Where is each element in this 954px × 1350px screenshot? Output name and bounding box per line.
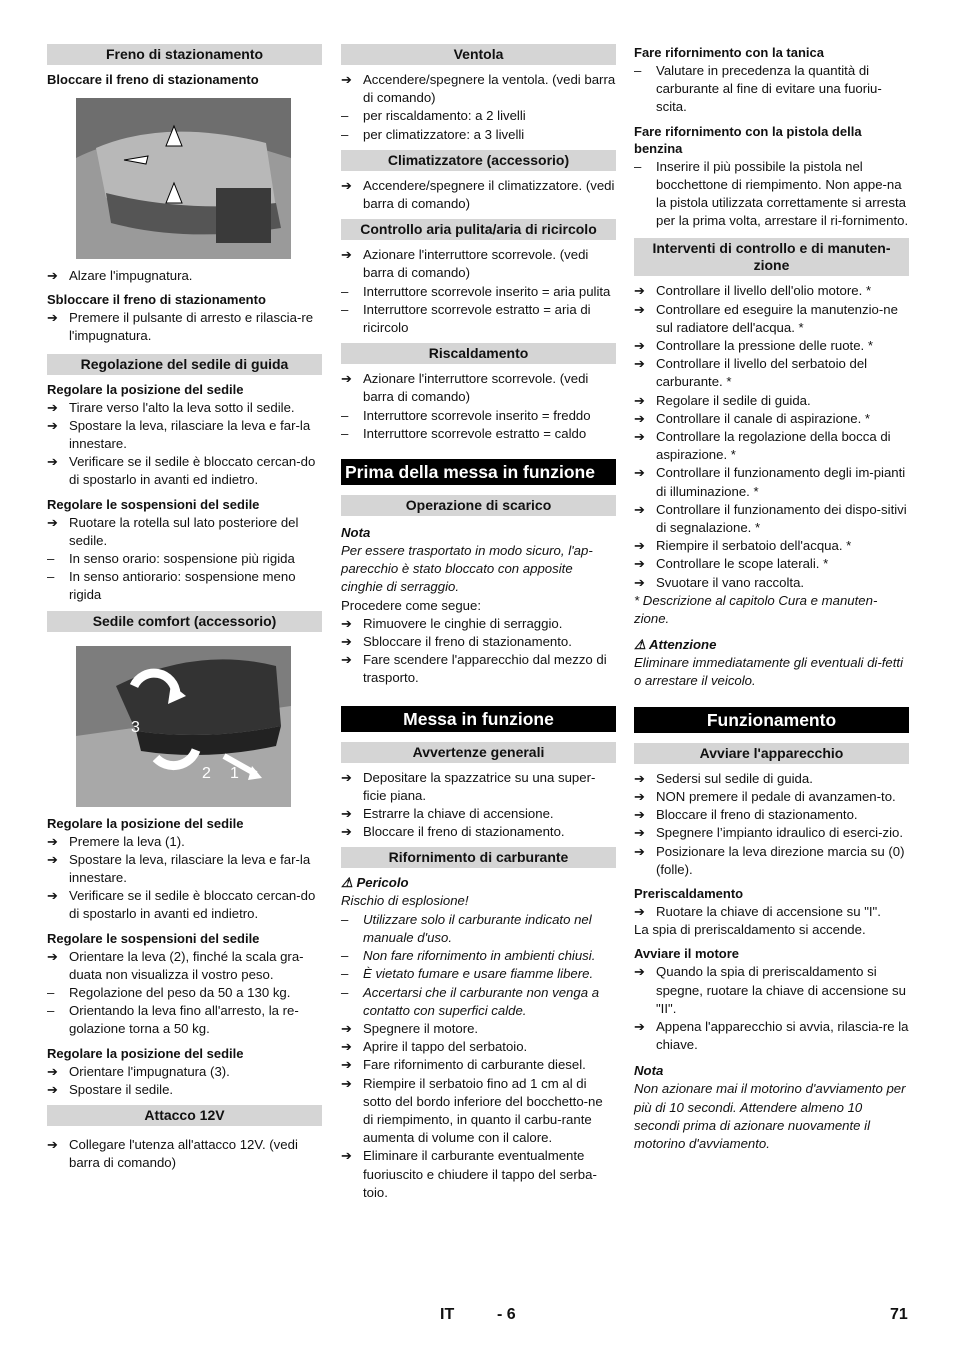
dash-estratto-2: – Interruttore scorrevole estratto = caldo bbox=[341, 425, 616, 443]
heading-funzionamento: Funzionamento bbox=[634, 707, 909, 733]
arrow-icon: ➔ bbox=[341, 1075, 353, 1091]
arrow-icon: ➔ bbox=[47, 454, 59, 470]
heading-climatizzatore: Climatizzatore (accessorio) bbox=[341, 150, 616, 171]
arrow-icon: ➔ bbox=[341, 1148, 353, 1164]
attenzione-text: Eliminare immediatamente gli eventuali di-fetti o arrestare il veicolo. bbox=[634, 655, 903, 689]
dash-icon: – bbox=[634, 63, 642, 78]
check-item: ➔ Controllare la pressione delle ruote. * bbox=[634, 337, 909, 355]
step-riempire-serbatoio: ➔ Riempire il serbatoio fino ad 1 cm al di sotto del bordo inferiore del bocchetto-ne di riempimento, in quanto il carbu-rante aumenta di volume con il calore. bbox=[341, 1075, 603, 1146]
arrow-icon: ➔ bbox=[341, 806, 353, 822]
heading-attacco: Attacco 12V bbox=[47, 1105, 322, 1126]
check-item: ➔ Controllare il funzionamento dei dispo-sitivi di segnalazione. * bbox=[634, 501, 907, 536]
subheading-sbloccare: Sbloccare il freno di stazionamento bbox=[47, 292, 266, 308]
dash-icon: – bbox=[341, 966, 349, 982]
arrow-icon: ➔ bbox=[341, 1020, 353, 1036]
arrow-icon: ➔ bbox=[634, 903, 646, 919]
checks-list bbox=[634, 282, 909, 591]
dash-accertarsi: – Accertarsi che il carburante non venga a contatto con superfici calde. bbox=[341, 984, 600, 1018]
arrow-icon: ➔ bbox=[47, 399, 59, 415]
procedere-text: Procedere come segue: bbox=[341, 597, 482, 613]
step-sedersi: ➔ Sedersi sul sedile di guida. bbox=[634, 770, 909, 788]
column-2 bbox=[341, 44, 616, 1202]
heading-freno: Freno di stazionamento bbox=[47, 44, 322, 65]
arrow-icon: ➔ bbox=[634, 283, 646, 299]
step-alzare: ➔ Alzare l'impugnatura. bbox=[47, 267, 322, 285]
dash-icon: – bbox=[341, 948, 349, 964]
step-azionare-1: ➔ Azionare l'interruttore scorrevole. (vedi barra di comando) bbox=[341, 247, 589, 281]
heading-regolazione: Regolazione del sedile di guida bbox=[47, 354, 322, 375]
dash-icon: – bbox=[47, 1003, 55, 1019]
nota-text-3: Non azionare mai il motorino d'avviamento per più di 10 secondi. Attendere almeno 10 secondi prima di azionare nuovamente il motorino d'avviamento. bbox=[634, 1081, 906, 1151]
attenzione-heading: ⚠ Attenzione bbox=[634, 637, 717, 653]
arrow-icon: ➔ bbox=[341, 72, 353, 87]
step-spegnere-motore: ➔ Spegnere il motore. bbox=[341, 1020, 616, 1038]
step-eliminare: ➔ Eliminare il carburante eventualmente fuoriuscito e chiudere il tappo del serba-toio. bbox=[341, 1148, 597, 1200]
step-premere-leva: ➔ Premere la leva (1). bbox=[47, 833, 322, 851]
photo-parking-brake bbox=[76, 98, 291, 259]
descrizione-note: * Descrizione al capitolo Cura e manuten-zione. bbox=[634, 592, 878, 627]
dash-chiusi: – Non fare rifornimento in ambienti chiusi. bbox=[341, 947, 616, 965]
pericolo-heading: ⚠ Pericolo bbox=[341, 875, 409, 891]
arrow-icon: ➔ bbox=[47, 888, 59, 904]
check-item: ➔ Controllare il livello del serbatoio del carburante. * bbox=[634, 356, 868, 390]
photo-comfort-seat bbox=[76, 646, 291, 807]
nota-label-3: Nota bbox=[634, 1063, 664, 1079]
step-azionare-2: ➔ Azionare l'interruttore scorrevole. (vedi barra di comando) bbox=[341, 371, 589, 405]
step-premere-pulsante: ➔ Premere il pulsante di arresto e rilascia-re l'impugnatura. bbox=[47, 310, 314, 344]
step-spostare-sedile: ➔ Spostare il sedile. bbox=[47, 1081, 322, 1099]
dash-fumare: – È vietato fumare e usare fiamme libere. bbox=[341, 965, 616, 983]
arrow-icon: ➔ bbox=[47, 417, 59, 433]
step-quando: ➔ Quando la spia di preriscaldamento si spegne, ruotare la chiave di accensione su "II". bbox=[634, 964, 906, 1016]
dash-icon: – bbox=[341, 984, 349, 1000]
heading-prima-messa: Prima della messa in funzione bbox=[341, 459, 616, 485]
arrow-icon: ➔ bbox=[634, 1018, 646, 1034]
arrow-icon: ➔ bbox=[341, 247, 353, 263]
heading-messa-in-funzione: Messa in funzione bbox=[341, 706, 616, 732]
dash-utilizzare: – Utilizzare solo il carburante indicato nel manuale d'uso. bbox=[341, 911, 592, 945]
dash-icon: – bbox=[47, 985, 55, 1001]
step-orientare-impugnatura: ➔ Orientare l'impugnatura (3). bbox=[47, 1063, 322, 1081]
subheading-pistola: Fare rifornimento con la pistola della benzina bbox=[634, 123, 862, 156]
dash-orientando: – Orientando la leva fino all'arresto, la re-golazione torna a 50 kg. bbox=[47, 1003, 299, 1037]
arrow-icon: ➔ bbox=[341, 1039, 353, 1055]
step-ventola: ➔ Accendere/spegnere la ventola. (vedi barra di comando) bbox=[341, 72, 616, 106]
heading-riscaldamento: Riscaldamento bbox=[341, 343, 616, 364]
arrow-icon: ➔ bbox=[634, 538, 646, 554]
subheading-posizione-2: Regolare la posizione del sedile bbox=[47, 815, 244, 831]
step-ruotare-chiave: ➔ Ruotare la chiave di accensione su "I". bbox=[634, 903, 909, 921]
check-item: ➔ Controllare il livello dell'olio motore. * bbox=[634, 282, 909, 300]
check-item: ➔ Controllare ed eseguire la manutenzio-ne sul radiatore dell'acqua. * bbox=[634, 301, 898, 335]
step-tirare: ➔ Tirare verso l'alto la leva sotto il sedile. bbox=[47, 399, 322, 417]
arrow-icon: ➔ bbox=[634, 356, 646, 372]
dash-icon: – bbox=[341, 425, 349, 441]
footer-lang: IT bbox=[440, 1306, 455, 1323]
dash-icon: – bbox=[47, 569, 55, 585]
dash-icon: – bbox=[341, 126, 349, 142]
dash-inserito-1: – Interruttore scorrevole inserito = aria pulita bbox=[341, 283, 616, 301]
nota-label: Nota bbox=[341, 525, 371, 541]
step-climatizzatore: ➔ Accendere/spegnere il climatizzatore. (vedi barra di comando) bbox=[341, 177, 615, 212]
check-item: ➔ Controllare le scope laterali. * bbox=[634, 555, 909, 573]
dash-climatizzatore-livelli: – per climatizzatore: a 3 livelli bbox=[341, 126, 616, 144]
arrow-icon: ➔ bbox=[47, 1063, 59, 1079]
subheading-sospensioni-1: Regolare le sospensioni del sedile bbox=[47, 496, 260, 512]
dash-icon: – bbox=[341, 283, 349, 299]
arrow-icon: ➔ bbox=[341, 769, 353, 785]
photo-label-2: 2 bbox=[202, 764, 211, 782]
step-sbloccare-freno: ➔ Sbloccare il freno di stazionamento. bbox=[341, 633, 616, 651]
dash-orario: – In senso orario: sospensione più rigida bbox=[47, 550, 322, 568]
heading-avvertenze: Avvertenze generali bbox=[341, 742, 616, 763]
arrow-icon: ➔ bbox=[341, 615, 353, 631]
heading-comfort: Sedile comfort (accessorio) bbox=[47, 611, 322, 632]
step-spostare-2: ➔ Spostare la leva, rilasciare la leva e far-la innestare. bbox=[47, 851, 311, 886]
rischio-text: Rischio di esplosione! bbox=[341, 893, 469, 909]
arrow-icon: ➔ bbox=[634, 825, 646, 841]
subheading-posizione-1: Regolare la posizione del sedile bbox=[47, 381, 244, 397]
heading-scarico: Operazione di scarico bbox=[341, 495, 616, 516]
nota-text: Per essere trasportato in modo sicuro, l'ap-parecchio è stato bloccato con apposite cinghie di serraggio. bbox=[341, 543, 593, 595]
step-depositare: ➔ Depositare la spazzatrice su una super-ficie piana. bbox=[341, 769, 596, 803]
dash-icon: – bbox=[341, 108, 349, 124]
arrow-icon: ➔ bbox=[47, 268, 59, 283]
subheading-posizione-3: Regolare la posizione del sedile bbox=[47, 1045, 244, 1061]
dash-estratto-1: – Interruttore scorrevole estratto = aria di ricircolo bbox=[341, 301, 591, 336]
arrow-icon: ➔ bbox=[47, 948, 59, 964]
arrow-icon: ➔ bbox=[634, 574, 646, 590]
dash-icon: – bbox=[341, 301, 349, 317]
step-estrarre: ➔ Estrarre la chiave di accensione. bbox=[341, 805, 616, 823]
subheading-bloccare: Bloccare il freno di stazionamento bbox=[47, 72, 259, 87]
subheading-sospensioni-2: Regolare le sospensioni del sedile bbox=[47, 930, 260, 946]
arrow-icon: ➔ bbox=[341, 371, 353, 387]
warning-icon: ⚠ bbox=[341, 875, 353, 891]
arrow-icon: ➔ bbox=[47, 1081, 59, 1097]
subheading-preriscaldamento: Preriscaldamento bbox=[634, 885, 744, 901]
arrow-icon: ➔ bbox=[634, 556, 646, 572]
step-aprire-tappo: ➔ Aprire il tappo del serbatoio. bbox=[341, 1038, 616, 1056]
heading-avviare: Avviare l'apparecchio bbox=[634, 743, 909, 764]
comfort-seat-illustration bbox=[76, 646, 291, 807]
arrow-icon: ➔ bbox=[634, 301, 646, 317]
dash-riscaldamento-livelli: – per riscaldamento: a 2 livelli bbox=[341, 107, 616, 125]
heading-controllo-aria: Controllo aria pulita/aria di ricircolo bbox=[341, 219, 616, 240]
arrow-icon: ➔ bbox=[634, 964, 646, 980]
parking-brake-illustration bbox=[76, 98, 291, 259]
arrow-icon: ➔ bbox=[634, 410, 646, 426]
dash-icon: – bbox=[341, 911, 349, 927]
arrow-icon: ➔ bbox=[634, 770, 646, 786]
arrow-icon: ➔ bbox=[341, 634, 353, 650]
step-bloccare-freno-3: ➔ Bloccare il freno di stazionamento. bbox=[634, 806, 909, 824]
dash-antiorario: – In senso antiorario: sospensione meno rigida bbox=[47, 569, 296, 603]
check-item: ➔ Regolare il sedile di guida. bbox=[634, 392, 909, 410]
step-verificare-2: ➔ Verificare se il sedile è bloccato cercan-do di spostarlo in avanti ed indietro. bbox=[47, 888, 316, 922]
arrow-icon: ➔ bbox=[634, 392, 646, 408]
step-posizionare: ➔ Posizionare la leva direzione marcia su (0) (folle). bbox=[634, 843, 905, 877]
dash-icon: – bbox=[341, 407, 349, 423]
step-verificare-1: ➔ Verificare se il sedile è bloccato cercan-do di spostarlo in avanti ed indietro. bbox=[47, 454, 316, 488]
arrow-icon: ➔ bbox=[634, 465, 646, 481]
dash-pistola: – Inserire il più possibile la pistola nel bocchettone di riempimento. Non appe-na la pistola utilizzata correttamente si arresta per la prima volta, arrestare il ri-fornimento. bbox=[634, 158, 909, 229]
arrow-icon: ➔ bbox=[341, 177, 353, 193]
dash-icon: – bbox=[634, 158, 642, 174]
arrow-icon: ➔ bbox=[634, 807, 646, 823]
spia-text: La spia di preriscaldamento si accende. bbox=[634, 922, 866, 938]
subheading-tanica: Fare rifornimento con la tanica bbox=[634, 45, 824, 60]
step-orientare-leva: ➔ Orientare la leva (2), finché la scala gra-duata non visualizza il vostro peso. bbox=[47, 948, 304, 982]
check-item: ➔ Controllare il canale di aspirazione. * bbox=[634, 410, 909, 428]
arrow-icon: ➔ bbox=[634, 338, 646, 354]
step-spegnere-impianto: ➔ Spegnere l’impianto idraulico di eserci-zio. bbox=[634, 824, 909, 842]
arrow-icon: ➔ bbox=[47, 514, 59, 530]
arrow-icon: ➔ bbox=[47, 310, 59, 326]
arrow-icon: ➔ bbox=[47, 1137, 59, 1153]
photo-label-1: 1 bbox=[230, 764, 239, 782]
heading-ventola: Ventola bbox=[341, 44, 616, 65]
step-ruotare: ➔ Ruotare la rotella sul lato posteriore del sedile. bbox=[47, 514, 299, 548]
arrow-icon: ➔ bbox=[341, 1057, 353, 1073]
check-item: ➔ Controllare la regolazione della bocca di aspirazione. * bbox=[634, 429, 891, 463]
heading-interventi: Interventi di controllo e di manuten-zione bbox=[634, 238, 909, 276]
step-diesel: ➔ Fare rifornimento di carburante diesel. bbox=[341, 1056, 616, 1074]
arrow-icon: ➔ bbox=[634, 429, 646, 445]
check-item: ➔ Controllare il funzionamento degli im-pianti di illuminazione. * bbox=[634, 465, 906, 499]
column-3 bbox=[634, 44, 909, 1153]
arrow-icon: ➔ bbox=[634, 788, 646, 804]
step-rimuovere: ➔ Rimuovere le cinghie di serraggio. bbox=[341, 615, 616, 633]
arrow-icon: ➔ bbox=[47, 851, 59, 867]
heading-rifornimento: Rifornimento di carburante bbox=[341, 847, 616, 868]
arrow-icon: ➔ bbox=[47, 833, 59, 849]
step-collegare: ➔ Collegare l'utenza all'attacco 12V. (vedi barra di comando) bbox=[47, 1137, 298, 1171]
dash-icon: – bbox=[47, 551, 55, 567]
dash-tanica: – Valutare in precedenza la quantità di carburante al fine di evitare una fuoriu-scita. bbox=[634, 63, 882, 115]
arrow-icon: ➔ bbox=[341, 652, 353, 668]
arrow-icon: ➔ bbox=[634, 843, 646, 859]
subheading-avviare-motore: Avviare il motore bbox=[634, 946, 740, 962]
step-non-premere: ➔ NON premere il pedale di avanzamen-to. bbox=[634, 788, 909, 806]
column-1 bbox=[47, 44, 322, 1172]
step-appena: ➔ Appena l'apparecchio si avvia, rilascia-re la chiave. bbox=[634, 1018, 909, 1053]
dash-peso: – Regolazione del peso da 50 a 130 kg. bbox=[47, 984, 322, 1002]
step-spostare-1: ➔ Spostare la leva, rilasciare la leva e far-la innestare. bbox=[47, 417, 311, 452]
check-item: ➔ Svuotare il vano raccolta. bbox=[634, 574, 909, 592]
footer-section: - 6 bbox=[497, 1306, 516, 1323]
footer-page-number: 71 bbox=[890, 1306, 908, 1323]
check-item: ➔ Riempire il serbatoio dell'acqua. * bbox=[634, 537, 909, 555]
arrow-icon: ➔ bbox=[341, 824, 353, 840]
warning-icon: ⚠ bbox=[634, 637, 646, 653]
step-bloccare-freno: ➔ Bloccare il freno di stazionamento. bbox=[341, 823, 616, 841]
dash-inserito-2: – Interruttore scorrevole inserito = freddo bbox=[341, 407, 616, 425]
photo-label-3: 3 bbox=[131, 718, 140, 736]
arrow-icon: ➔ bbox=[634, 501, 646, 517]
step-scendere: ➔ Fare scendere l'apparecchio dal mezzo di trasporto. bbox=[341, 652, 607, 686]
